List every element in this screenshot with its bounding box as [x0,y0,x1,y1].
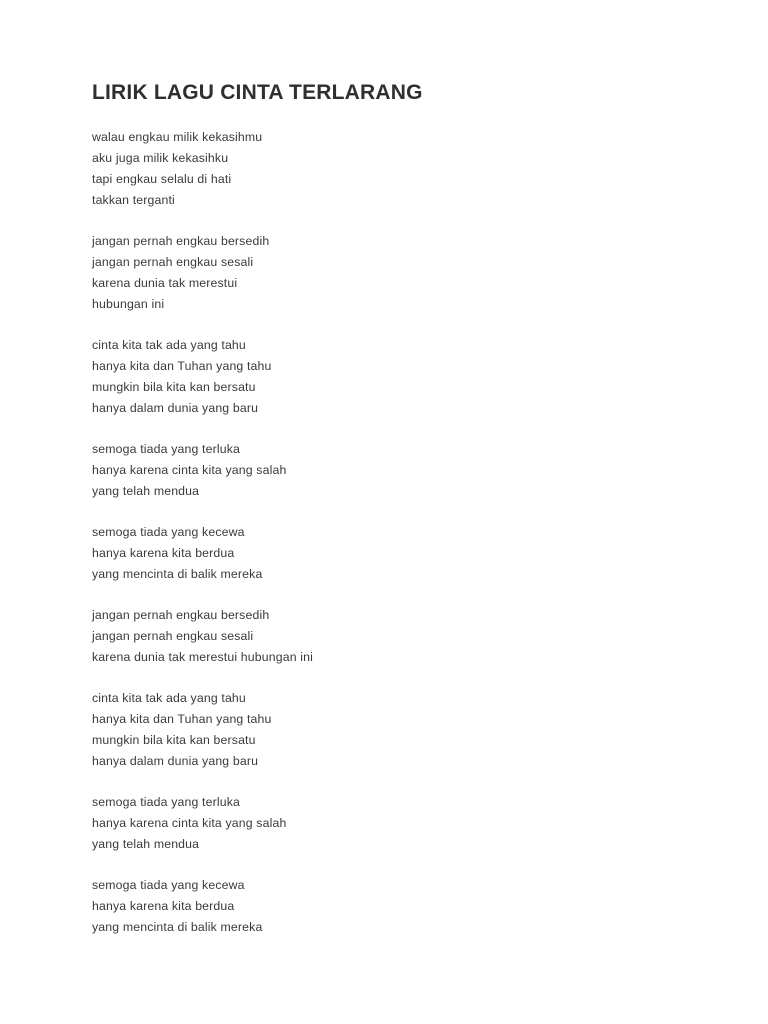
lyrics-stanza [92,231,676,315]
lyrics-stanza [92,875,676,938]
lyric-line: tapi engkau selalu di hati [92,172,232,187]
lyric-line: cinta kita tak ada yang tahu [92,691,246,706]
lyric-line: hanya karena kita berdua [92,546,235,561]
lyric-line: hanya karena kita berdua [92,899,235,914]
lyric-line: mungkin bila kita kan bersatu [92,733,256,748]
lyric-line: walau engkau milik kekasihmu [92,130,263,145]
lyric-line: jangan pernah engkau sesali [92,629,254,644]
lyric-line: semoga tiada yang kecewa [92,525,245,540]
lyrics-stanza [92,335,676,419]
lyric-line: hanya kita dan Tuhan yang tahu [92,712,272,727]
lyric-line: yang telah mendua [92,837,200,852]
lyric-line: aku juga milik kekasihku [92,151,229,166]
lyrics-stanza [92,688,676,772]
lyrics-stanza [92,792,676,855]
lyric-line: jangan pernah engkau bersedih [92,234,270,249]
lyric-line: hanya dalam dunia yang baru [92,401,259,416]
lyric-line: hanya kita dan Tuhan yang tahu [92,359,272,374]
lyric-line: karena dunia tak merestui [92,276,238,291]
lyrics-stanza [92,127,676,211]
lyric-line: yang telah mendua [92,484,200,499]
lyric-line: hanya karena cinta kita yang salah [92,463,287,478]
lyric-line: semoga tiada yang kecewa [92,878,245,893]
lyric-line: semoga tiada yang terluka [92,442,240,457]
lyric-line: karena dunia tak merestui hubungan ini [92,650,314,665]
lyric-line: yang mencinta di balik mereka [92,920,263,935]
lyric-line: takkan terganti [92,193,175,208]
lyrics-stanza [92,439,676,502]
lyric-line: yang mencinta di balik mereka [92,567,263,582]
page-title: LIRIK LAGU CINTA TERLARANG [92,81,423,104]
lyric-line: cinta kita tak ada yang tahu [92,338,246,353]
lyric-line: mungkin bila kita kan bersatu [92,380,256,395]
lyric-line: hanya karena cinta kita yang salah [92,816,287,831]
lyrics-body [92,127,676,938]
lyric-line: semoga tiada yang terluka [92,795,240,810]
lyric-line: jangan pernah engkau bersedih [92,608,270,623]
lyric-line: hanya dalam dunia yang baru [92,754,259,769]
lyric-line: hubungan ini [92,297,165,312]
lyrics-stanza [92,522,676,585]
lyric-line: jangan pernah engkau sesali [92,255,254,270]
lyrics-stanza [92,605,676,668]
